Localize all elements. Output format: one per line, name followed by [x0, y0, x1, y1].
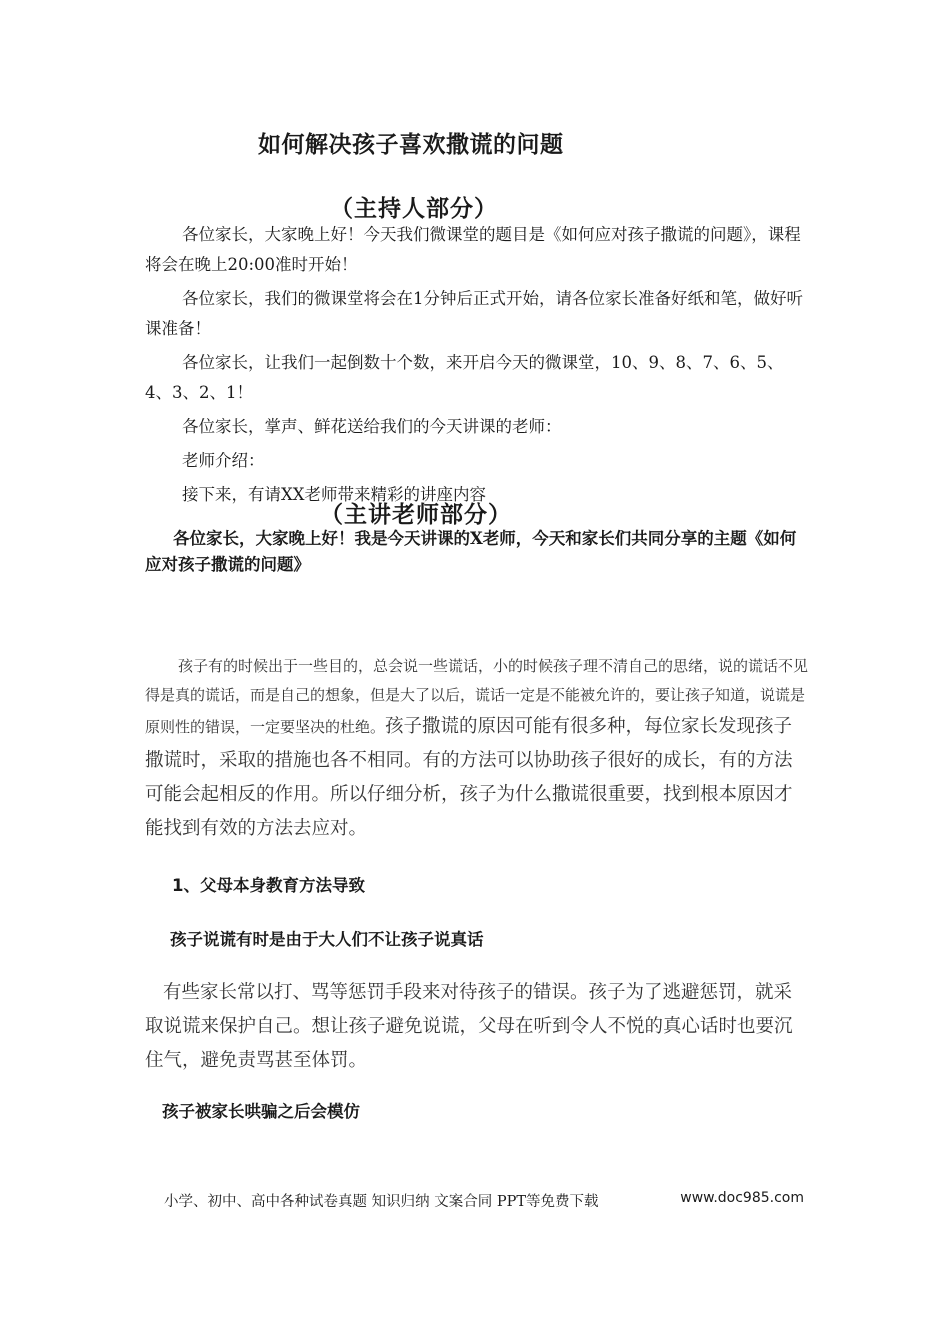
host-paragraph: 接下来，有请XX老师带来精彩的讲座内容: [182, 485, 486, 504]
punishment-paragraph: 有些家长常以打、骂等惩罚手段来对待孩子的错误。孩子为了逃避惩罚，就采取说谎来保护自己。想让孩子避免说谎，父母在听到令人不悦的真心话时也要沉住气，避免责骂甚至体罚。: [145, 982, 793, 1071]
footer-text: 小学、初中、高中各种试卷真题 知识归纳 文案合同 PPT等免费下载: [164, 1194, 599, 1210]
host-section-body: [145, 220, 810, 514]
lying-reasons-paragraph: [145, 652, 810, 846]
intro-text-small: 孩子有的时候出于一些目的，总会说一些谎话，小的时候孩子理不清自己的思绪，说的谎话不见得是真的谎话，而是自己的想象，但是大了以后，谎话一定是不能被允许的，要让孩子知道，说谎是原则性的错误，一定要坚决的杜绝。: [145, 657, 809, 736]
teacher-section-heading: （主讲老师部分）: [320, 501, 512, 528]
host-paragraph: 各位家长，让我们一起倒数十个数，来开启今天的微课堂，10、9、8、7、6、5、4、3、2、1！: [145, 353, 784, 402]
host-section-heading: （主持人部分）: [330, 195, 498, 222]
document-title: 如何解决孩子喜欢撒谎的问题: [258, 131, 564, 158]
subheading-truth-not-allowed: 孩子说谎有时是由于大人们不让孩子说真话: [170, 930, 484, 949]
page-footer: [164, 1190, 804, 1211]
host-paragraph: 各位家长，掌声、鲜花送给我们的今天讲课的老师：: [182, 417, 562, 436]
subheading-imitation: 孩子被家长哄骗之后会模仿: [162, 1102, 360, 1121]
intro-text-large: 孩子撒谎的原因可能有很多种，每位家长发现孩子撒谎时，采取的措施也各不相同。有的方法可以协助孩子很好的成长，有的方法可能会起相反的作用。所以仔细分析，孩子为什么撒谎很重要，找到根本原因才能找到有效的方法去应对。: [145, 716, 793, 839]
host-paragraph: 各位家长，我们的微课堂将会在1分钟后正式开始，请各位家长准备好纸和笔，做好听课准备！: [145, 289, 803, 338]
teacher-intro-paragraph: 各位家长，大家晚上好！我是今天讲课的X老师，今天和家长们共同分享的主题《如何应对孩子撒谎的问题》: [145, 529, 797, 574]
footer-url: www.doc985.com: [680, 1190, 804, 1206]
host-paragraph: 各位家长，大家晚上好！今天我们微课堂的题目是《如何应对孩子撒谎的问题》，课程将会在晚上20:00准时开始！: [145, 225, 801, 274]
host-paragraph: 老师介绍：: [182, 451, 265, 470]
subheading-parenting-method: 1、父母本身教育方法导致: [172, 876, 365, 895]
